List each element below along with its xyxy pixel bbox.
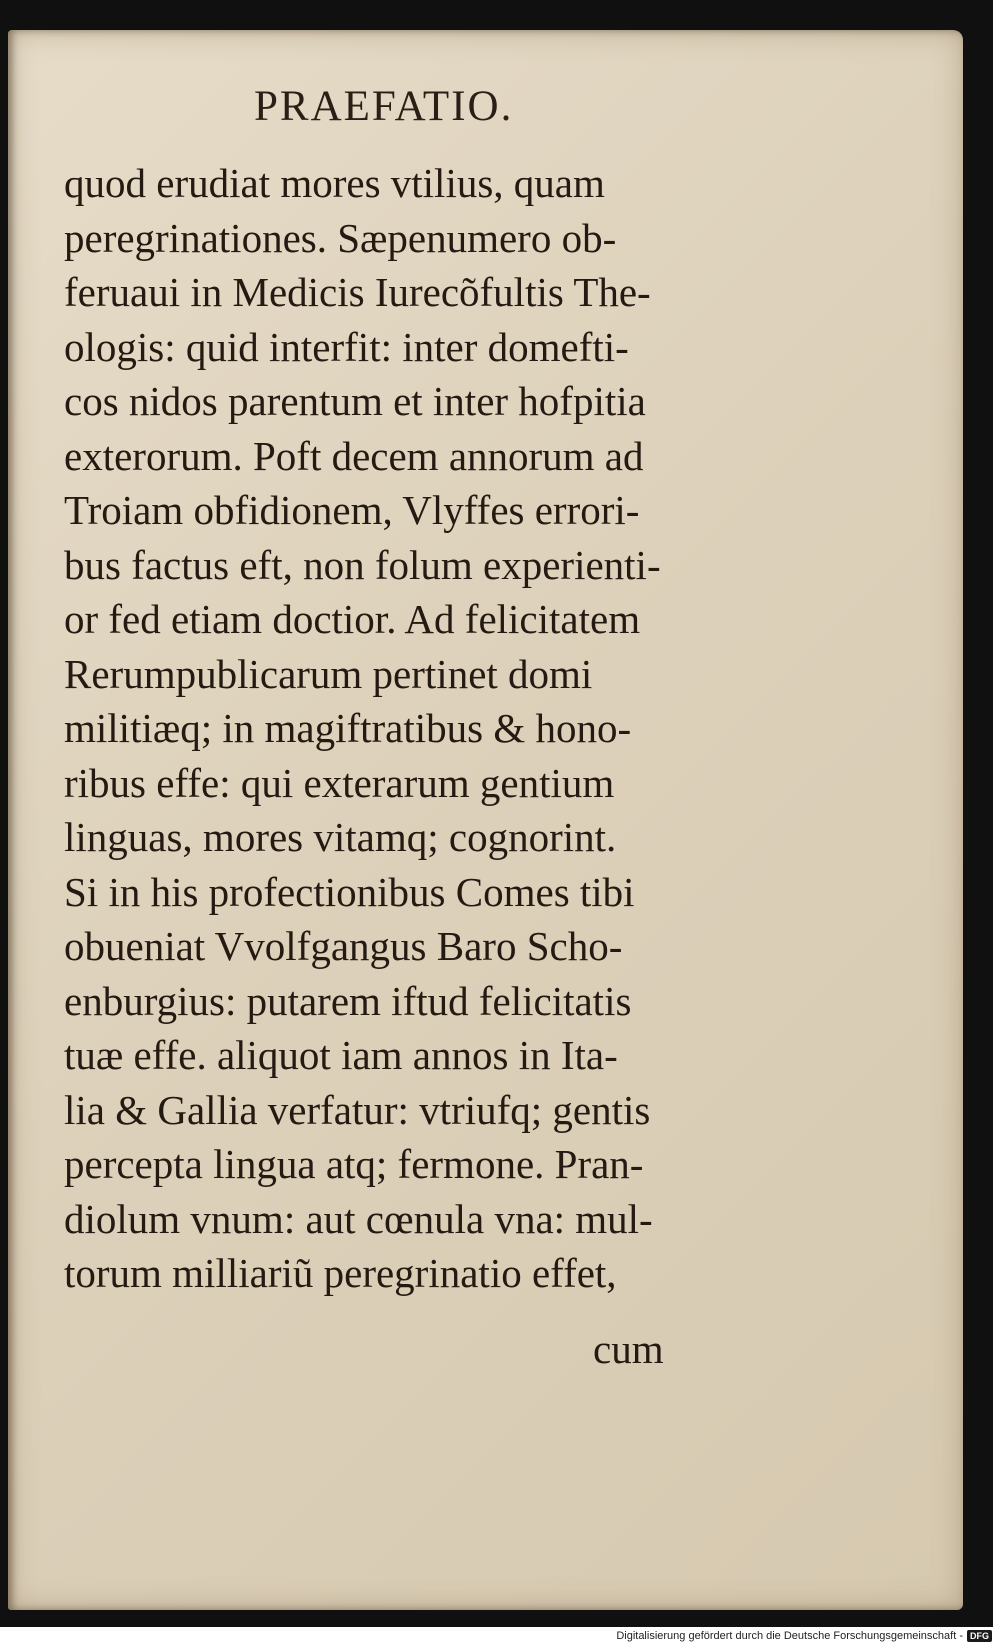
text-line-15: obueniat Vvolfgangus Baro Scho-	[64, 923, 623, 969]
text-line-12: ribus effe: qui exterarum gentium	[64, 759, 615, 806]
text-line-18: lia & Gallia verfatur: vtriufq; gentis	[64, 1086, 651, 1133]
text-line-17: tuæ effe. aliquot iam annos in Ita-	[64, 1032, 618, 1078]
body-text	[64, 156, 744, 1301]
page-header: PRAEFATIO.	[254, 83, 514, 130]
text-line-20: diolum vnum: aut cœnula vna: mul-	[64, 1195, 653, 1242]
text-line-6: exterorum. Poft decem annorum ad	[64, 432, 644, 479]
text-line-14: Si in his profectionibus Comes tibi	[64, 868, 635, 915]
text-line-2: peregrinationes. Sæpenumero ob-	[64, 214, 617, 261]
funding-credit: Digitalisierung gefördert durch die Deutsche Forschungsgemeinschaft -	[616, 1630, 963, 1642]
text-line-8: bus factus eft, non folum experienti-	[64, 541, 661, 588]
text-line-19: percepta lingua atq; fermone. Pran-	[64, 1141, 644, 1187]
text-line-1: quod erudiat mores vtilius, quam	[64, 160, 605, 206]
text-line-13: linguas, mores vitamq; cognorint.	[64, 814, 617, 860]
dfg-logo-icon: DFG	[967, 1630, 992, 1642]
text-line-3: feruaui in Medicis Iurecõfultis The-	[64, 269, 651, 315]
text-line-5: cos nidos parentum et inter hofpitia	[64, 378, 646, 424]
text-line-21: torum milliariũ peregrinatio effet,	[64, 1250, 617, 1296]
text-line-9: or fed etiam doctior. Ad felicitatem	[64, 596, 641, 642]
funding-footer	[616, 1628, 992, 1644]
text-line-4: ologis: quid interfit: inter domefti-	[64, 323, 629, 370]
book-page	[8, 30, 963, 1610]
text-line-10: Rerumpublicarum pertinet domi	[64, 650, 593, 697]
catchword: cum	[593, 1326, 664, 1372]
text-line-16: enburgius: putarem iftud felicitatis	[64, 977, 632, 1024]
text-line-11: militiæq; in magiftratibus & hono-	[64, 705, 632, 751]
text-line-7: Troiam obfidionem, Vlyffes errori-	[64, 487, 640, 533]
